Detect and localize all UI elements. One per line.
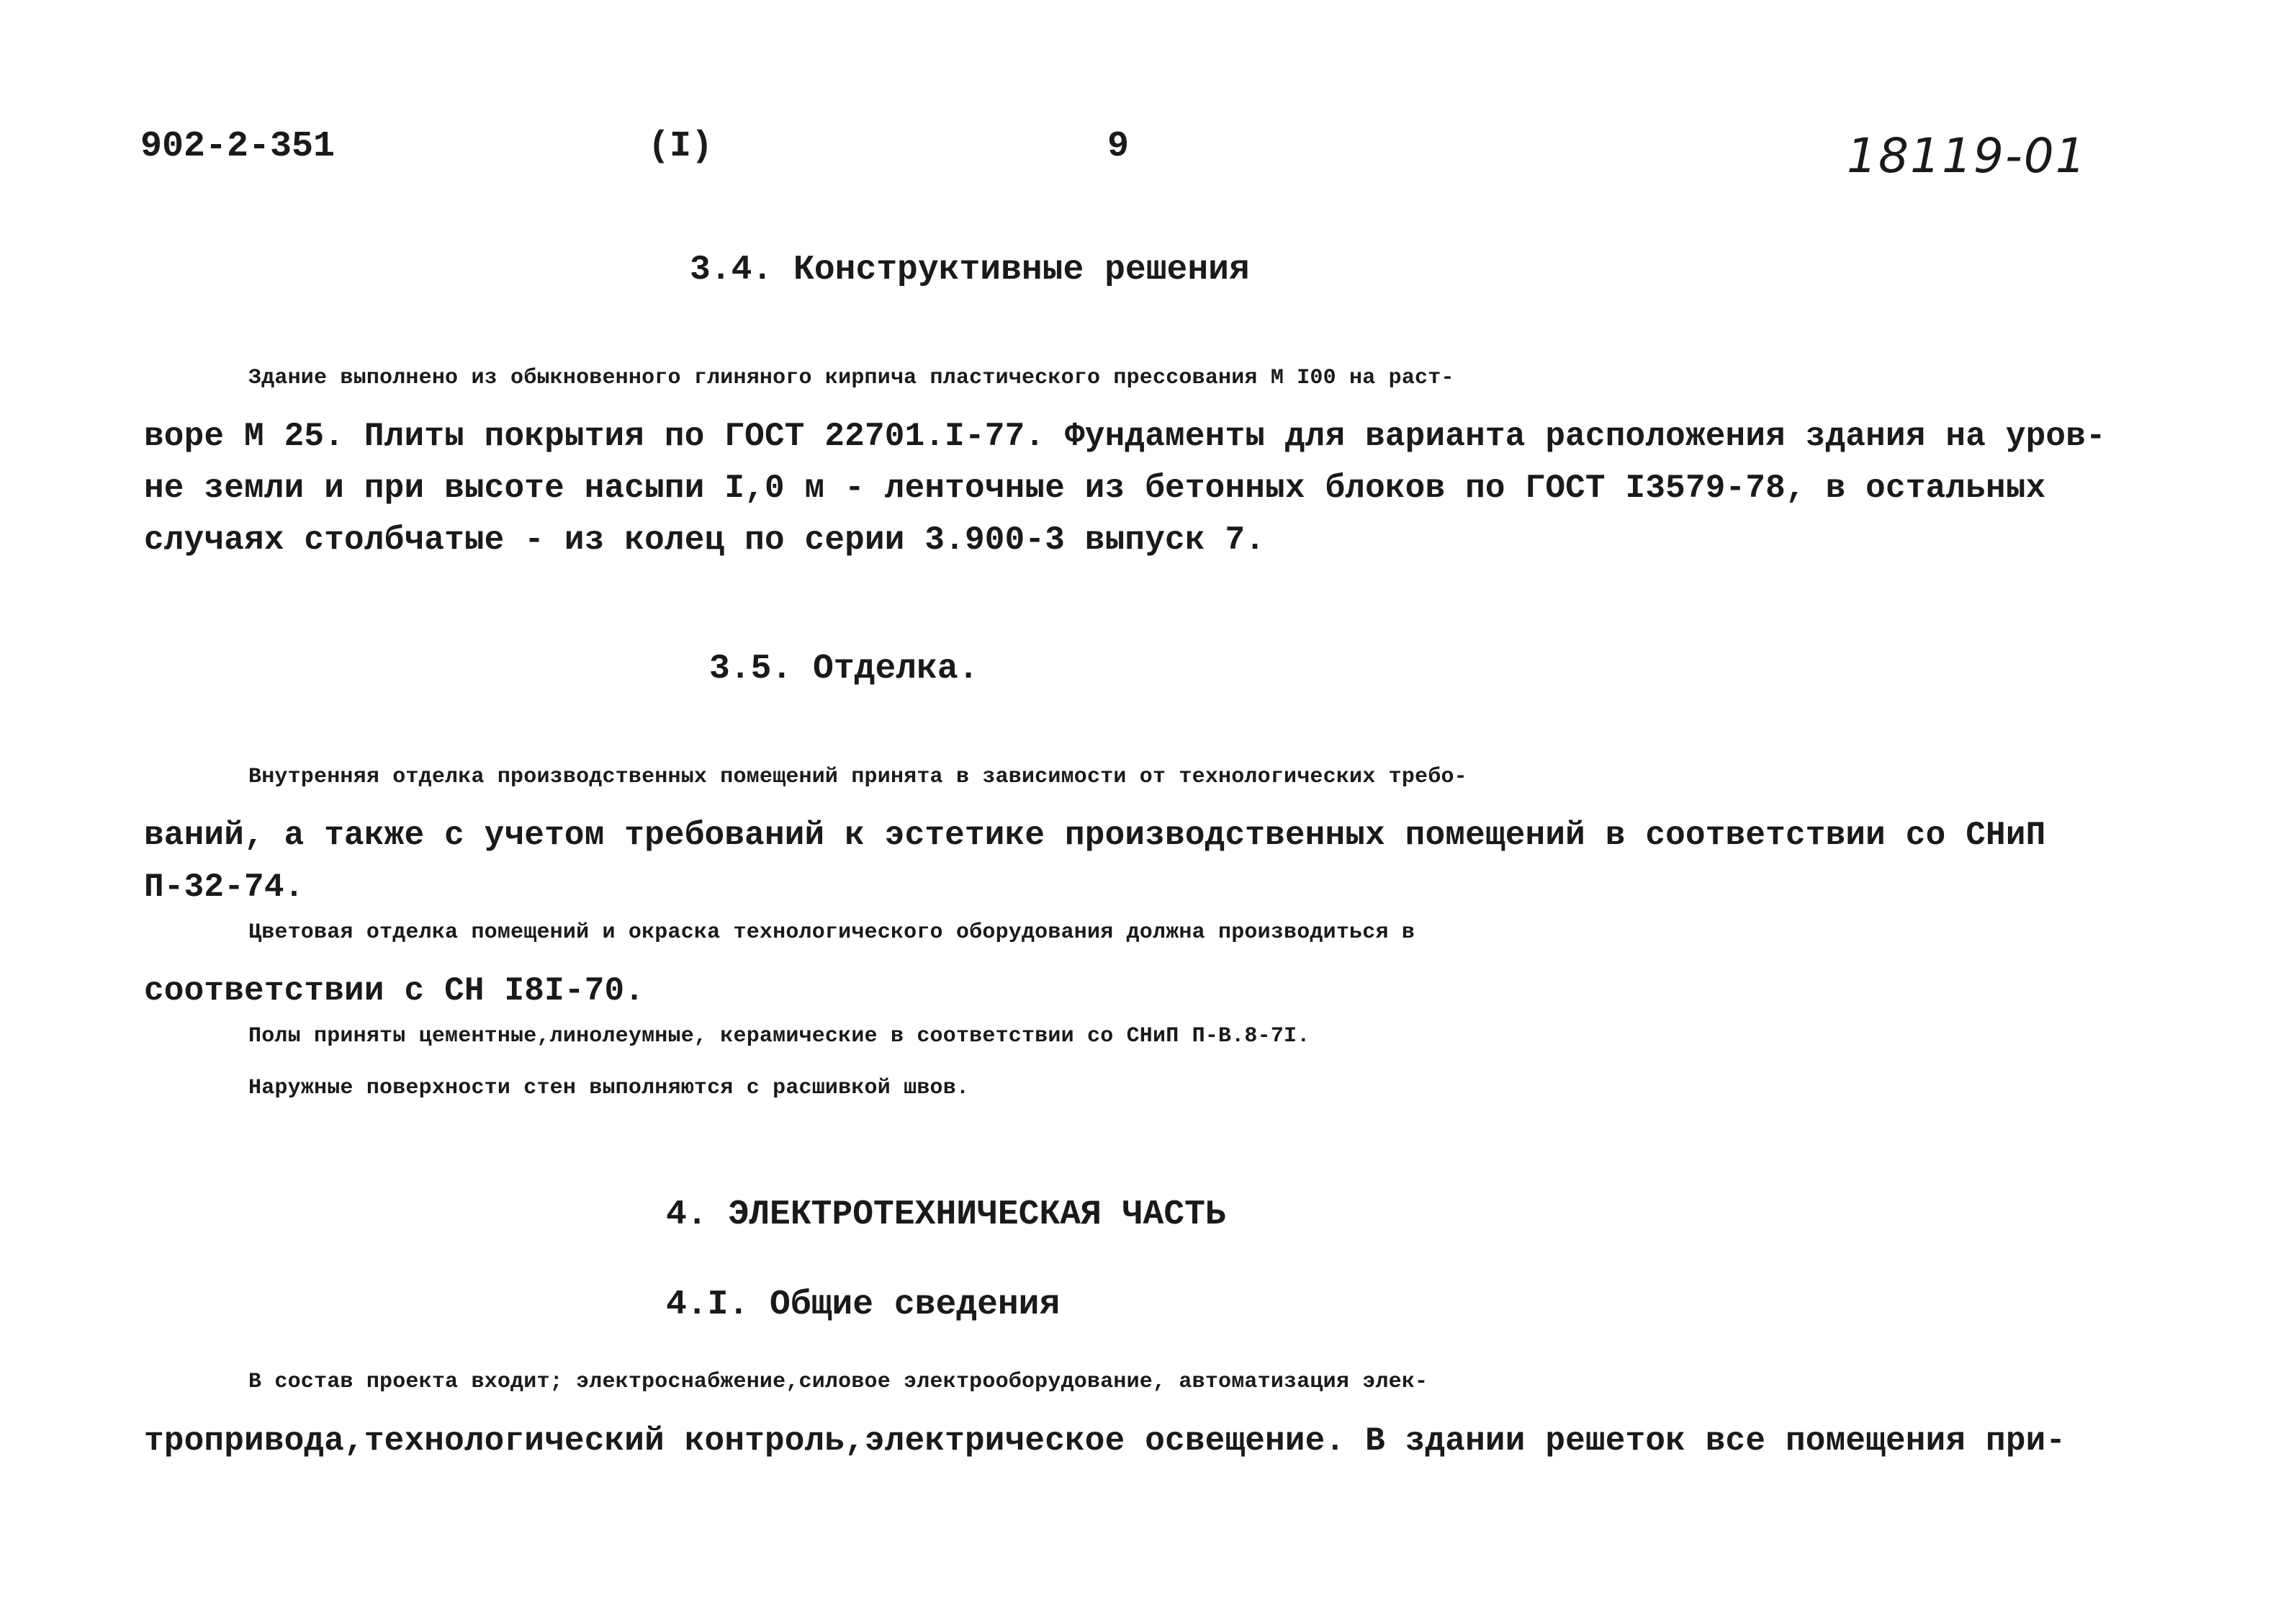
section-3-4-line: Здание выполнено из обыкновенного глиняного кирпича пластического прессования М I00 на раст-	[248, 366, 1454, 390]
section-3-5-line: ваний, а также с учетом требований к эстетике производственных помещений в соответствии со СНиП	[144, 817, 2046, 854]
section-3-4-title: 3.4. Конструктивные решения	[690, 251, 1250, 289]
section-4-1-line: тропривода,технологический контроль,электрическое освещение. В здании решеток все помещения при-	[144, 1422, 2066, 1460]
section-4-1-line: В состав проекта входит; электроснабжение,силовое электрооборудование, автоматизация элек-	[248, 1370, 1428, 1394]
document-part: (I)	[648, 126, 713, 167]
section-4-1-title: 4.I. Общие сведения	[666, 1285, 1061, 1324]
section-3-5-line: Наружные поверхности стен выполняются с расшивкой швов.	[248, 1076, 970, 1100]
section-3-5-line: П-32-74.	[144, 868, 305, 906]
page-number: 9	[1107, 126, 1130, 167]
section-3-5-line: Внутренняя отделка производственных помещений принята в зависимости от технологических требо-	[248, 765, 1467, 789]
document-code: 902-2-351	[140, 126, 336, 167]
section-3-5-line: Цветовая отделка помещений и окраска технологического оборудования должна производиться в	[248, 920, 1415, 945]
section-3-4-line: случаях столбчатые - из колец по серии 3.900-3 выпуск 7.	[144, 521, 1266, 559]
section-4-title: 4. ЭЛЕКТРОТЕХНИЧЕСКАЯ ЧАСТЬ	[666, 1195, 1226, 1234]
section-3-4-line: не земли и при высоте насыпи I,0 м - ленточные из бетонных блоков по ГОСТ I3579-78, в остальных	[144, 470, 2046, 507]
section-3-5-line: соответствии с СН I8I-70.	[144, 972, 645, 1010]
handwritten-reference: 18119-01	[1847, 128, 2087, 184]
section-3-4-line: воре М 25. Плиты покрытия по ГОСТ 22701.I-77. Фундаменты для варианта расположения здания на уров-	[144, 418, 2106, 455]
section-3-5-title: 3.5. Отделка.	[709, 650, 979, 688]
section-3-5-line: Полы приняты цементные,линолеумные, керамические в соответствии со СНиП П-В.8-7I.	[248, 1024, 1310, 1049]
